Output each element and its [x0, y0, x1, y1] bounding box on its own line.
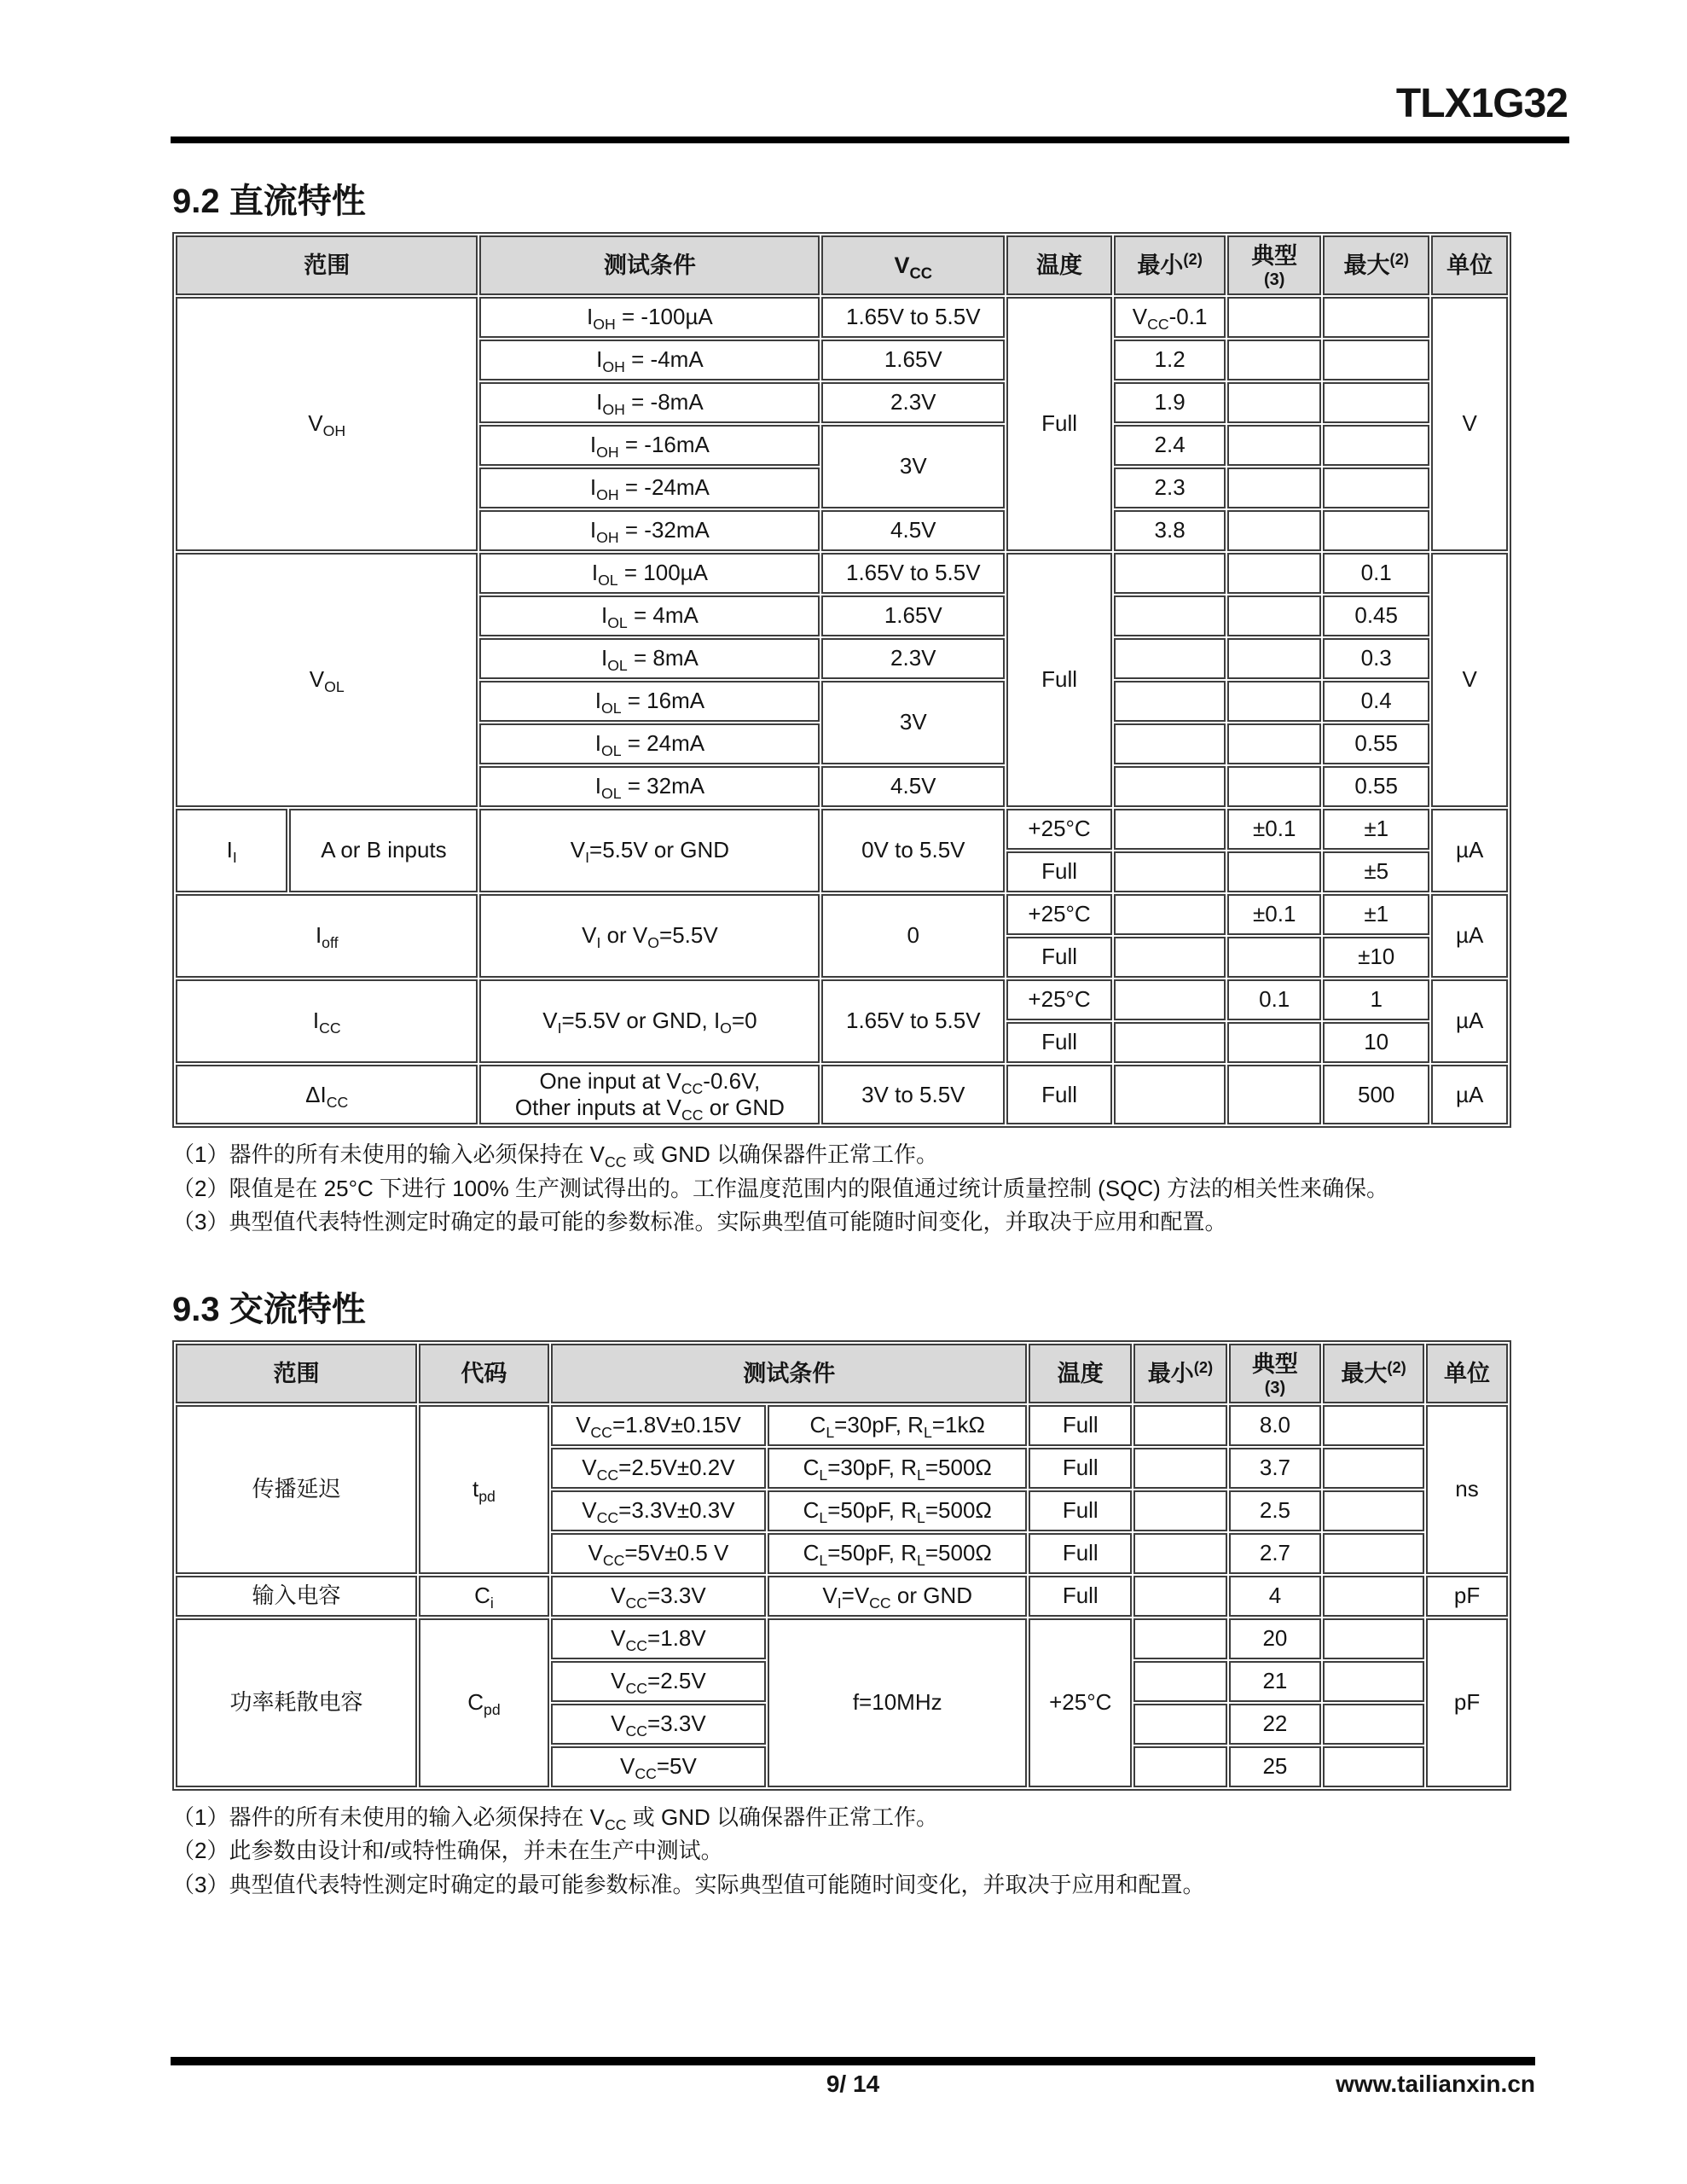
- cell-empty: [1114, 595, 1226, 636]
- cell-max: ±1: [1323, 809, 1429, 850]
- cell-cond: $I_{OL} = 16mA$: [479, 681, 820, 722]
- cell-param-tpd: 传播延迟: [176, 1405, 417, 1574]
- col-header-vcc: $V_{CC}$: [821, 235, 1005, 295]
- cell-cond: $I_{OL} = 4mA$: [479, 595, 820, 636]
- cell-empty: [1133, 1448, 1227, 1489]
- cell-cond: $I_{OH} = -24mA$: [479, 468, 820, 508]
- cell-empty: [1133, 1576, 1227, 1617]
- cell-cond-a: $V_{CC}=5V\pm 0.5$ V: [551, 1533, 766, 1574]
- cell-param-ii: $I_I$: [176, 809, 287, 892]
- cell-empty: [1323, 297, 1429, 338]
- typ-footnote-ref: (3): [1263, 270, 1285, 290]
- cell-max: 0.3: [1323, 638, 1429, 679]
- cell-empty: [1323, 1533, 1424, 1574]
- cell-vcc: 0: [821, 894, 1005, 978]
- cell-empty: [1114, 894, 1226, 935]
- page-number: 9/ 14: [826, 2071, 880, 2097]
- cell-empty: [1323, 1448, 1424, 1489]
- cell-cond-a: $V_{CC}=1.8V$: [551, 1618, 766, 1659]
- cell-vcc: 4.5V: [821, 766, 1005, 807]
- cell-cond-b: $C_L=50pF$, $R_L=500\Omega$: [768, 1490, 1028, 1531]
- cell-max: ±10: [1323, 937, 1429, 978]
- cell-vcc: 4.5V: [821, 510, 1005, 551]
- cell-vcc: 1.65V: [821, 595, 1005, 636]
- table-header-row: [176, 1344, 1508, 1403]
- cell-empty: [1227, 681, 1321, 722]
- page-content: [0, 81, 1687, 1902]
- cell-cond: One input at $V_{CC}-0.6V$, Other inputs at $V_{CC}$ or GND: [479, 1065, 820, 1124]
- cell-cond: $I_{OH} = -8mA$: [479, 382, 820, 423]
- cell-max: 0.55: [1323, 766, 1429, 807]
- table-row: [176, 1618, 1508, 1659]
- cell-vcc: 0V to 5.5V: [821, 809, 1005, 892]
- cell-typ: 8.0: [1229, 1405, 1321, 1446]
- col-header-temp: 温度: [1006, 235, 1112, 295]
- typ-label: 典型: [1251, 242, 1298, 269]
- footnote: （1）器件的所有未使用的输入必须保持在 $V_{CC}$ 或 GND 以确保器件正常工作。: [172, 1804, 939, 1834]
- cell-cond-b: $C_L=30pF$, $R_L=500\Omega$: [768, 1448, 1028, 1489]
- cell-param-vol: $V_{OL}$: [176, 553, 478, 807]
- cell-unit: µA: [1431, 809, 1508, 892]
- cell-cond-a: $V_{CC}=2.5V$: [551, 1661, 766, 1702]
- cell-empty: [1323, 425, 1429, 466]
- footnote: （2）限值是在 25°C 下进行 100% 生产测试得出的。工作温度范围内的限值通过统计质量控制 (SQC) 方法的相关性来确保。: [172, 1175, 1389, 1201]
- cell-empty: [1133, 1746, 1227, 1787]
- cell-empty: [1227, 553, 1321, 594]
- cell-cond: $I_{OH} = -4mA$: [479, 340, 820, 380]
- col-header-unit: 单位: [1431, 235, 1508, 295]
- cell-min: 1.2: [1114, 340, 1226, 380]
- cell-cond-a: $V_{CC}=3.3V$: [551, 1576, 766, 1617]
- cell-typ: ±0.1: [1227, 894, 1321, 935]
- col-header-typ: [1227, 235, 1321, 295]
- cell-temp: Full: [1006, 297, 1112, 551]
- cell-empty: [1323, 1746, 1424, 1787]
- cell-typ: 21: [1229, 1661, 1321, 1702]
- page-title: TLX1G32: [1395, 81, 1568, 126]
- footnote: （3）典型值代表特性测定时确定的最可能参数标准。实际典型值可能随时间变化，并取决于应用和配置。: [172, 1871, 1205, 1897]
- cell-empty: [1114, 681, 1226, 722]
- cell-empty: [1227, 595, 1321, 636]
- col-header-cond: 测试条件: [551, 1344, 1028, 1403]
- cell-vcc: 1.65V to 5.5V: [821, 297, 1005, 338]
- footer-rule: [171, 2057, 1535, 2065]
- cell-max: 0.1: [1323, 553, 1429, 594]
- col-header-min: 最小$^{(2)}$: [1114, 235, 1226, 295]
- cell-empty: [1114, 723, 1226, 764]
- cell-empty: [1227, 297, 1321, 338]
- table-row: [176, 553, 1508, 594]
- cell-cond-a: $V_{CC}=1.8V\pm 0.15V$: [551, 1405, 766, 1446]
- cell-empty: [1114, 638, 1226, 679]
- cell-empty: [1133, 1533, 1227, 1574]
- cell-temp: Full: [1029, 1448, 1132, 1489]
- cell-vcc: 1.65V to 5.5V: [821, 979, 1005, 1063]
- col-header-min: 最小$^{(2)}$: [1133, 1344, 1227, 1403]
- cell-empty: [1227, 510, 1321, 551]
- cell-temp: Full: [1029, 1533, 1132, 1574]
- table-row: [176, 1065, 1508, 1124]
- cell-temp: Full: [1006, 937, 1112, 978]
- cell-temp: Full: [1029, 1490, 1132, 1531]
- cell-empty: [1114, 553, 1226, 594]
- cell-vcc: 1.65V to 5.5V: [821, 553, 1005, 594]
- footer-row: [171, 2071, 1535, 2101]
- cell-temp: +25°C: [1029, 1618, 1132, 1787]
- cell-empty: [1133, 1490, 1227, 1531]
- cell-temp: Full: [1006, 553, 1112, 807]
- cell-cond-a: $V_{CC}=2.5V\pm 0.2V$: [551, 1448, 766, 1489]
- table-row: [176, 1576, 1508, 1617]
- cell-cond-a: $V_{CC}=5V$: [551, 1746, 766, 1787]
- cell-typ: 0.1: [1227, 979, 1321, 1020]
- cell-empty: [1114, 1065, 1226, 1124]
- table-header-row: [176, 235, 1508, 295]
- cell-empty: [1227, 1065, 1321, 1124]
- cell-empty: [1133, 1405, 1227, 1446]
- cell-empty: [1323, 510, 1429, 551]
- cell-cond: $I_{OL} = 8mA$: [479, 638, 820, 679]
- cell-unit: ns: [1426, 1405, 1508, 1574]
- cell-cond: $I_{OH} = -16mA$: [479, 425, 820, 466]
- cell-empty: [1227, 851, 1321, 892]
- cell-empty: [1227, 1022, 1321, 1063]
- section-heading-dc: 9.2 直流特性: [172, 183, 366, 220]
- cell-empty: [1133, 1661, 1227, 1702]
- cell-empty: [1114, 766, 1226, 807]
- page-footer: [171, 2057, 1535, 2101]
- cell-param-dicc: $\Delta I_{CC}$: [176, 1065, 478, 1124]
- col-header-cond: 测试条件: [479, 235, 820, 295]
- cell-temp: Full: [1006, 1065, 1112, 1124]
- cell-cond: $I_{OL} = 100\mu A$: [479, 553, 820, 594]
- cell-temp: Full: [1029, 1576, 1132, 1617]
- cell-empty: [1227, 340, 1321, 380]
- cell-empty: [1227, 937, 1321, 978]
- cell-typ: 2.5: [1229, 1490, 1321, 1531]
- col-header-scope: 范围: [176, 1344, 417, 1403]
- cell-temp: Full: [1006, 1022, 1112, 1063]
- cell-empty: [1114, 979, 1226, 1020]
- col-header-max: 最大$^{(2)}$: [1323, 235, 1429, 295]
- cell-param-ioff: $I_{off}$: [176, 894, 478, 978]
- cell-empty: [1227, 425, 1321, 466]
- cell-empty: [1227, 638, 1321, 679]
- cell-param-ci: 输入电容: [176, 1576, 417, 1617]
- cell-empty: [1133, 1618, 1227, 1659]
- cell-max: 500: [1323, 1065, 1429, 1124]
- cell-cond: $V_I$ or $V_O=5.5V$: [479, 894, 820, 978]
- cell-empty: [1227, 723, 1321, 764]
- cell-typ: 20: [1229, 1618, 1321, 1659]
- cell-vcc: 3V to 5.5V: [821, 1065, 1005, 1124]
- cell-unit: pF: [1426, 1576, 1508, 1617]
- cell-empty: [1323, 340, 1429, 380]
- cell-temp: +25°C: [1006, 979, 1112, 1020]
- section-heading-ac: 9.3 交流特性: [172, 1290, 366, 1328]
- cell-code: $C_{pd}$: [419, 1618, 549, 1787]
- dc-footnotes: [172, 1138, 1511, 1240]
- ac-characteristics-table: [172, 1340, 1511, 1791]
- cell-typ: 2.7: [1229, 1533, 1321, 1574]
- cell-vcc: 2.3V: [821, 382, 1005, 423]
- cell-max: ±1: [1323, 894, 1429, 935]
- cell-cond-b: $C_L=30pF$, $R_L=1k\Omega$: [768, 1405, 1028, 1446]
- cell-max: 0.55: [1323, 723, 1429, 764]
- typ-label: 典型: [1251, 1350, 1298, 1377]
- cell-cond-b: $V_I=V_{CC}$ or GND: [768, 1576, 1028, 1617]
- cell-min: 2.3: [1114, 468, 1226, 508]
- cell-cond-b: f=10MHz: [768, 1618, 1028, 1787]
- cell-empty: [1227, 468, 1321, 508]
- cell-vcc: 1.65V: [821, 340, 1005, 380]
- cell-cond: $I_{OH} = -32mA$: [479, 510, 820, 551]
- cell-unit: µA: [1431, 979, 1508, 1063]
- cell-min: $V_{CC}-0.1$: [1114, 297, 1226, 338]
- cell-unit: µA: [1431, 1065, 1508, 1124]
- footnote: （2）此参数由设计和/或特性确保，并未在生产中测试。: [172, 1838, 723, 1864]
- cell-min: 1.9: [1114, 382, 1226, 423]
- cell-max: ±5: [1323, 851, 1429, 892]
- table-row: [176, 894, 1508, 935]
- table-row: [176, 979, 1508, 1020]
- col-header-scope: 范围: [176, 235, 478, 295]
- cell-code: $C_i$: [419, 1576, 549, 1617]
- cell-cond-b: $C_L=50pF$, $R_L=500\Omega$: [768, 1533, 1028, 1574]
- ac-footnotes: [172, 1801, 1511, 1902]
- cell-empty: [1227, 766, 1321, 807]
- table-row: [176, 809, 1508, 850]
- typ-footnote-ref: (3): [1264, 1379, 1286, 1398]
- cell-code: $t_{pd}$: [419, 1405, 549, 1574]
- cell-typ: ±0.1: [1227, 809, 1321, 850]
- cell-min: 3.8: [1114, 510, 1226, 551]
- footnote: （3）典型值代表特性测定时确定的最可能的参数标准。实际典型值可能随时间变化，并取决于应用和配置。: [172, 1209, 1227, 1235]
- cell-typ: 4: [1229, 1576, 1321, 1617]
- cell-temp: Full: [1029, 1405, 1132, 1446]
- cell-param-cpd: 功率耗散电容: [176, 1618, 417, 1787]
- table-row: [176, 297, 1508, 338]
- cell-typ: 25: [1229, 1746, 1321, 1787]
- cell-empty: [1323, 468, 1429, 508]
- cell-temp: +25°C: [1006, 809, 1112, 850]
- cell-cond: $V_I=5.5V$ or GND, $I_O=0$: [479, 979, 820, 1063]
- cell-unit: V: [1431, 297, 1508, 551]
- header-rule: [171, 136, 1569, 143]
- cell-vcc: 3V: [821, 681, 1005, 764]
- cell-empty: [1323, 1618, 1424, 1659]
- cell-vcc: 3V: [821, 425, 1005, 508]
- cell-empty: [1227, 382, 1321, 423]
- cell-cond-a: $V_{CC}=3.3V$: [551, 1704, 766, 1745]
- cell-min: 2.4: [1114, 425, 1226, 466]
- cell-empty: [1114, 851, 1226, 892]
- cell-param-icc: $I_{CC}$: [176, 979, 478, 1063]
- cell-empty: [1323, 1704, 1424, 1745]
- cell-cond: $I_{OH} = -100\mu A$: [479, 297, 820, 338]
- cell-empty: [1114, 937, 1226, 978]
- cell-max: 0.4: [1323, 681, 1429, 722]
- footnote: （1）器件的所有未使用的输入必须保持在 $V_{CC}$ 或 GND 以确保器件正常工作。: [172, 1141, 939, 1171]
- cell-empty: [1323, 1405, 1424, 1446]
- cell-temp: Full: [1006, 851, 1112, 892]
- cell-empty: [1323, 382, 1429, 423]
- cell-empty: [1133, 1704, 1227, 1745]
- website-link[interactable]: www.tailianxin.cn: [1336, 2071, 1535, 2097]
- cell-cond: $I_{OL} = 32mA$: [479, 766, 820, 807]
- cell-max: 10: [1323, 1022, 1429, 1063]
- cell-max: 1: [1323, 979, 1429, 1020]
- cell-cond: $V_I=5.5V$ or GND: [479, 809, 820, 892]
- cell-empty: [1323, 1490, 1424, 1531]
- cell-unit: µA: [1431, 894, 1508, 978]
- col-header-typ: [1229, 1344, 1321, 1403]
- col-header-max: 最大$^{(2)}$: [1323, 1344, 1424, 1403]
- cell-max: 0.45: [1323, 595, 1429, 636]
- cell-empty: [1114, 1022, 1226, 1063]
- cell-empty: [1323, 1576, 1424, 1617]
- cell-cond: $I_{OL} = 24mA$: [479, 723, 820, 764]
- cell-temp: +25°C: [1006, 894, 1112, 935]
- dc-characteristics-table: [172, 232, 1511, 1128]
- cell-empty: [1323, 1661, 1424, 1702]
- cell-cond-a: $V_{CC}=3.3V\pm 0.3V$: [551, 1490, 766, 1531]
- cell-unit: pF: [1426, 1618, 1508, 1787]
- cell-param-voh: $V_{OH}$: [176, 297, 478, 551]
- cell-empty: [1114, 809, 1226, 850]
- cell-vcc: 2.3V: [821, 638, 1005, 679]
- table-row: [176, 1405, 1508, 1446]
- cell-unit: V: [1431, 553, 1508, 807]
- cell-typ: 22: [1229, 1704, 1321, 1745]
- cell-scope-detail: A or B inputs: [289, 809, 478, 892]
- col-header-code: 代码: [419, 1344, 549, 1403]
- cell-typ: 3.7: [1229, 1448, 1321, 1489]
- col-header-unit: 单位: [1426, 1344, 1508, 1403]
- col-header-temp: 温度: [1029, 1344, 1132, 1403]
